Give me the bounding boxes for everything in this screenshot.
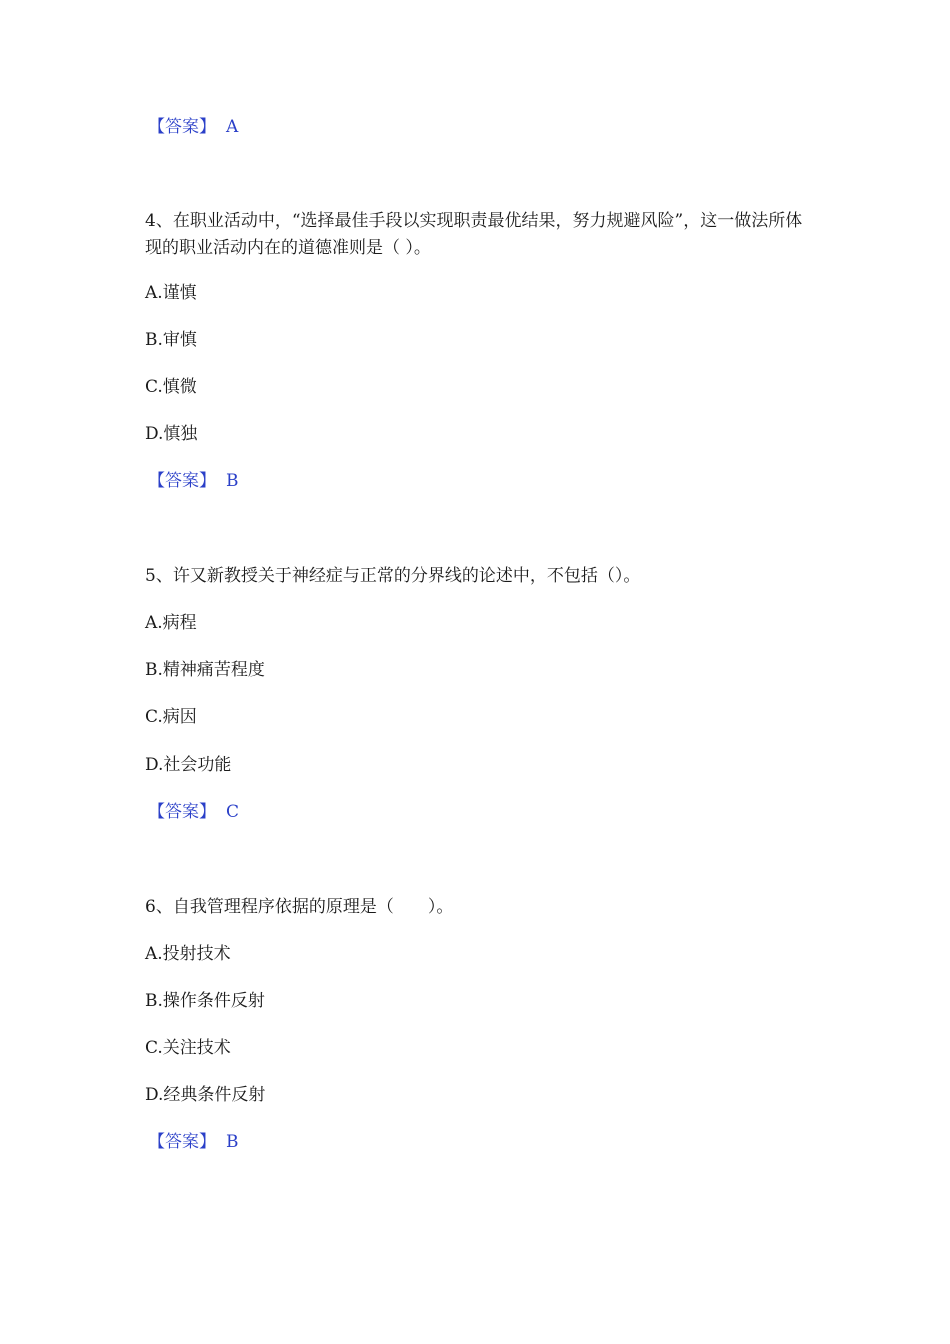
option-b: B.审慎 bbox=[145, 330, 197, 350]
answer-label: 【答案】 bbox=[148, 117, 216, 137]
answer-value: A bbox=[226, 117, 239, 137]
option-d: D.社会功能 bbox=[145, 755, 232, 775]
option-a: A.病程 bbox=[145, 613, 197, 633]
answer-value: B bbox=[226, 1132, 239, 1152]
option-a: A.谨慎 bbox=[145, 283, 197, 303]
option-d: D.经典条件反射 bbox=[145, 1085, 266, 1105]
option-d: D.慎独 bbox=[145, 424, 198, 444]
answer-line bbox=[148, 116, 238, 138]
answer-label: 【答案】 bbox=[148, 802, 216, 822]
answer-label: 【答案】 bbox=[148, 1132, 216, 1152]
answer-label: 【答案】 bbox=[148, 471, 216, 491]
answer-value: B bbox=[226, 471, 239, 491]
answer-value: C bbox=[226, 802, 240, 822]
question-stem: 4、在职业活动中，“选择最佳手段以实现职责最优结果，努力规避风险”，这一做法所体现的职业活动内在的道德准则是（ ）。 bbox=[145, 211, 803, 258]
question-stem: 5、许又新教授关于神经症与正常的分界线的论述中，不包括（）。 bbox=[145, 566, 641, 586]
option-c: C.慎微 bbox=[145, 377, 197, 397]
option-c: C.关注技术 bbox=[145, 1038, 231, 1058]
option-a: A.投射技术 bbox=[145, 944, 231, 964]
option-c: C.病因 bbox=[145, 707, 197, 727]
option-b: B.操作条件反射 bbox=[145, 991, 265, 1011]
answer-line bbox=[148, 470, 239, 492]
option-b: B.精神痛苦程度 bbox=[145, 660, 265, 680]
answer-line bbox=[148, 801, 239, 823]
question-stem: 6、自我管理程序依据的原理是（ ）。 bbox=[145, 897, 454, 917]
answer-line bbox=[148, 1131, 239, 1153]
